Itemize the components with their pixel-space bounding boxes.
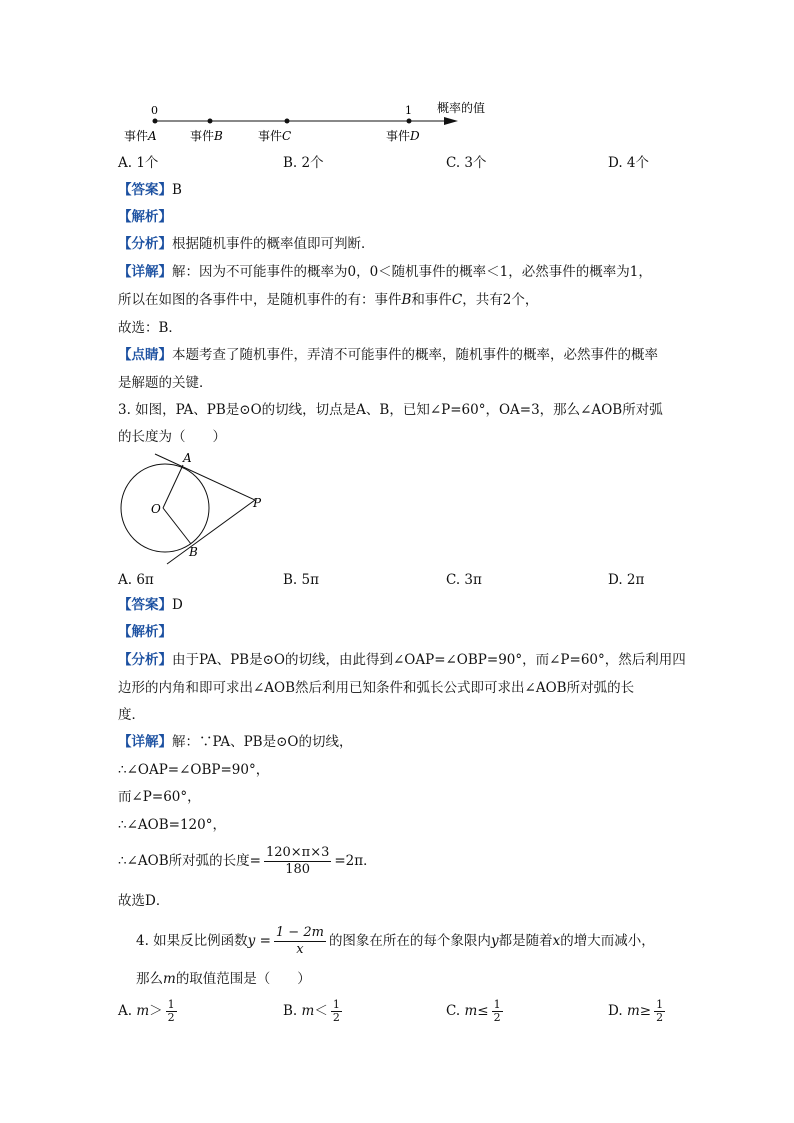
q3-step-2: 而∠P=60°， — [118, 789, 201, 805]
circle-tangent-figure — [115, 448, 275, 566]
label-a: A — [183, 451, 192, 465]
q3-answer: 【答案】D — [118, 597, 183, 613]
q4-option-d: D. m≥ $\frac{1}{2}$ — [608, 998, 664, 1024]
label-o: O — [151, 502, 161, 516]
q2-fenxi — [118, 235, 375, 253]
answer-value: B — [172, 182, 182, 198]
label-b: B — [189, 545, 198, 559]
radius-ob — [163, 508, 191, 544]
q2-analysis-tag — [118, 208, 172, 226]
label-one: 1 — [405, 104, 412, 117]
q3-fenxi-line-1: 【分析】由于PA、PB是⊙O的切线，由此得到∠OAP=∠OBP=90°，而∠P=60°，然后利用四 — [118, 652, 686, 668]
q2-dianjing-line-1: 【点睛】本题考查了随机事件，弄清不可能事件的概率，随机事件的概率，必然事件的概率 — [118, 347, 658, 363]
q3-xiangjie-line-1: 【详解】解：∵PA、PB是⊙O的切线， — [118, 734, 353, 750]
q2-answer — [118, 181, 182, 199]
q3-analysis-tag: 【解析】 — [118, 624, 172, 640]
q2-option-b: B. 2个 — [283, 155, 324, 171]
event-b-label: 事件B — [190, 129, 223, 143]
probability-number-line — [110, 98, 500, 148]
tangent-pb — [167, 500, 255, 564]
point-a — [153, 119, 158, 124]
q3-fenxi-line-3: 度． — [118, 707, 145, 723]
q4-stem-line-2: 那么m的取值范围是（ ） — [136, 971, 311, 987]
arc-length-fraction: $\frac{120\times\pi\times 3}{180}$ — [265, 845, 330, 877]
q3-stem-line-1: 3. 如图，PA、PB是⊙O的切线，切点是A、B，已知∠P=60°，OA=3，那么∠AOB所对弧 — [118, 402, 663, 418]
label-zero: 0 — [151, 104, 158, 117]
event-d-label: 事件D — [386, 129, 420, 143]
q2-option-c: C. 3个 — [446, 155, 487, 171]
dianjing-tag: 【点睛】 — [118, 347, 172, 363]
q3-step-1: ∴∠OAP=∠OBP=90°， — [118, 762, 270, 778]
q4-stem-line-1: 4. 如果反比例函数y = $\frac{1 - 2m}{x}$ 的图象在所在的每个象限内y都是随着x的增大而减小， — [136, 925, 655, 957]
answer-tag: 【答案】 — [118, 182, 172, 198]
point-b — [208, 119, 213, 124]
fenxi-tag: 【分析】 — [118, 236, 172, 252]
circle-o — [121, 464, 209, 552]
q2-choose: 故选：B． — [118, 320, 182, 336]
xiangjie-tag: 【详解】 — [118, 264, 172, 280]
q3-option-c: C. 3π — [446, 572, 482, 588]
q2-xiangjie-line-1 — [118, 263, 652, 281]
radius-oa — [163, 465, 183, 508]
q3-option-d: D. 2π — [608, 572, 645, 588]
q2-option-d: D. 4个 — [608, 155, 650, 171]
axis-title: 概率的值 — [437, 101, 486, 115]
label-p: P — [253, 496, 262, 510]
q3-step-3: ∴∠AOB=120°， — [118, 817, 226, 833]
function-fraction: $\frac{1 - 2m}{x}$ — [275, 925, 324, 957]
point-c — [285, 119, 290, 124]
q3-choose: 故选D． — [118, 893, 170, 909]
q2-option-a: A. 1个 — [118, 155, 159, 171]
event-a-label: 事件A — [124, 129, 157, 143]
q2-xiangjie-line-2: 所以在如图的各事件中，是随机事件的有：事件B和事件C，共有2个， — [118, 292, 539, 308]
q3-step-4: ∴∠AOB所对弧的长度= $\frac{120\times\pi\times 3}{180}$ =2π． — [118, 845, 377, 877]
fenxi-text: 根据随机事件的概率值即可判断． — [172, 236, 375, 252]
q3-option-a: A. 6π — [118, 572, 154, 588]
q4-option-c: C. m≤ $\frac{1}{2}$ — [446, 998, 501, 1024]
point-d — [407, 119, 412, 124]
xiangjie-text: 解：因为不可能事件的概率为0，0＜随机事件的概率＜1，必然事件的概率为1， — [172, 264, 652, 280]
q3-fenxi-line-2: 边形的内角和即可求出∠AOB然后利用已知条件和弧长公式即可求出∠AOB所对弧的长 — [118, 680, 635, 696]
axis-arrow-icon — [444, 117, 458, 125]
q4-option-a: A. m＞ $\frac{1}{2}$ — [118, 998, 175, 1024]
q2-dianjing-line-2: 是解题的关键． — [118, 375, 213, 391]
q3-option-b: B. 5π — [283, 572, 319, 588]
analysis-tag: 【解析】 — [118, 209, 172, 225]
event-c-label: 事件C — [258, 129, 292, 143]
q4-option-b: B. m＜ $\frac{1}{2}$ — [283, 998, 340, 1024]
q3-stem-line-2: 的长度为（ ） — [118, 429, 226, 445]
